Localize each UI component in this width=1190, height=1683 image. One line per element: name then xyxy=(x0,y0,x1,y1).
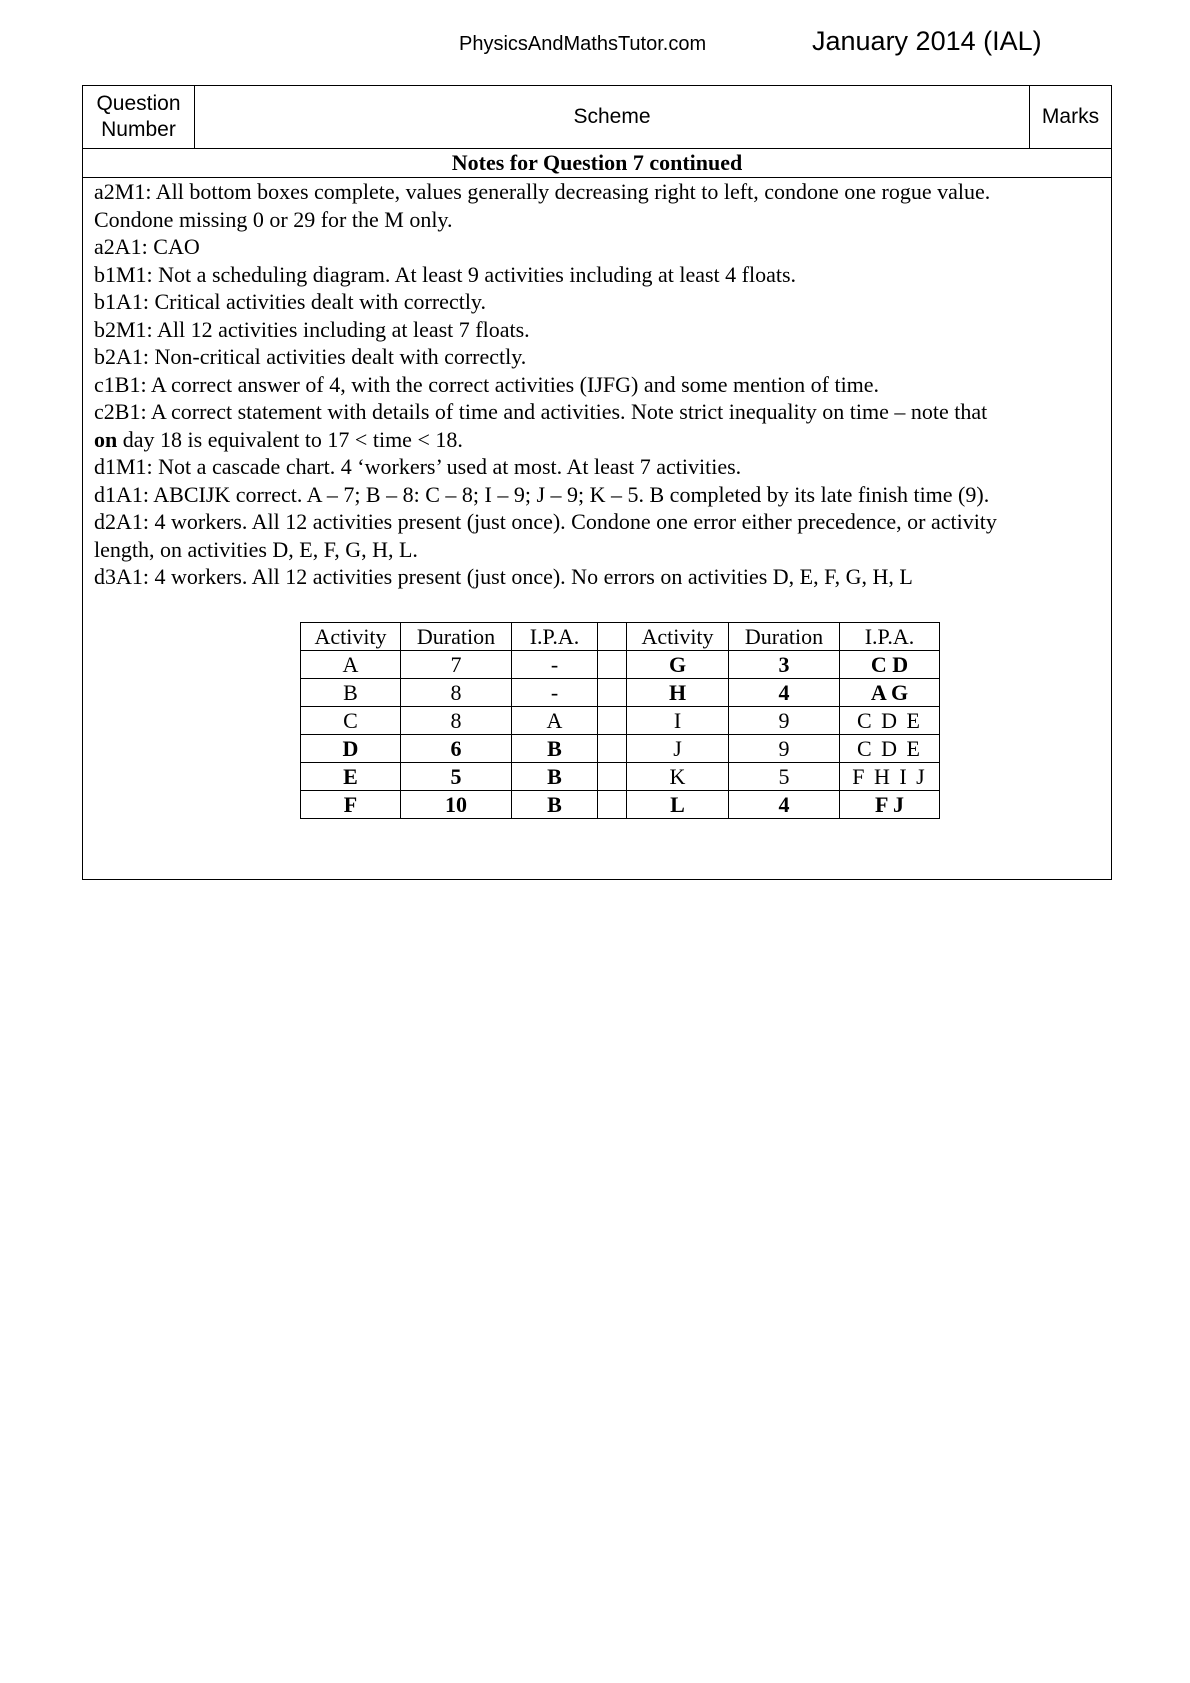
table-row xyxy=(301,707,940,735)
table-spacer-cell xyxy=(598,735,627,763)
marks-header: Marks xyxy=(1029,86,1111,148)
table-header-cell: Activity xyxy=(301,623,401,651)
note-line: d1M1: Not a cascade chart. 4 ‘workers’ used at most. At least 7 activities. xyxy=(94,454,742,479)
scheme-header: Scheme xyxy=(573,105,651,128)
mark-scheme-frame xyxy=(82,85,1112,880)
note-line-rest: day 18 is equivalent to 17 < time < 18. xyxy=(117,426,463,452)
exam-date: January 2014 (IAL) xyxy=(812,26,1042,56)
note-line: d3A1: 4 workers. All 12 activities present (just once). No errors on activities D, E, F, G, H, L xyxy=(94,564,913,589)
table-cell: B xyxy=(512,763,598,791)
table-header-cell: I.P.A. xyxy=(840,623,940,651)
table-cell: 9 xyxy=(729,735,840,763)
notes-title: Notes for Question 7 continued xyxy=(83,148,1111,178)
note-line: a2A1: CAO xyxy=(94,234,200,259)
table-cell: C D E xyxy=(840,735,940,763)
question-number-header xyxy=(83,86,195,148)
table-cell: 5 xyxy=(729,763,840,791)
table-cell: C D xyxy=(840,651,940,679)
table-header-cell: Duration xyxy=(729,623,840,651)
table-row xyxy=(301,735,940,763)
table-row xyxy=(301,763,940,791)
table-spacer-cell xyxy=(598,651,627,679)
table-cell: - xyxy=(512,651,598,679)
table-cell: H xyxy=(627,679,729,707)
table-header-row xyxy=(301,623,940,651)
table-cell: - xyxy=(512,679,598,707)
table-cell: 4 xyxy=(729,679,840,707)
question-header-line1: Question xyxy=(96,92,181,115)
table-spacer-cell xyxy=(598,679,627,707)
note-line: b2M1: All 12 activities including at least 7 floats. xyxy=(94,316,530,342)
table-cell: I xyxy=(627,707,729,735)
table-row xyxy=(301,679,940,707)
table-cell: D xyxy=(301,735,401,763)
table-cell: F J xyxy=(840,791,940,819)
table-cell: G xyxy=(627,651,729,679)
table-cell: B xyxy=(512,735,598,763)
table-cell: C D E xyxy=(840,707,940,735)
table-cell: C xyxy=(301,707,401,735)
table-cell: 5 xyxy=(401,763,512,791)
table-cell: 8 xyxy=(401,679,512,707)
table-cell: A G xyxy=(840,679,940,707)
table-cell: B xyxy=(512,791,598,819)
table-cell: 4 xyxy=(729,791,840,819)
note-line xyxy=(94,426,1104,454)
note-line: b2A1: Non-critical activities dealt with correctly. xyxy=(94,344,527,369)
table-cell: B xyxy=(301,679,401,707)
notes-body xyxy=(94,178,1104,591)
table-cell: 8 xyxy=(401,707,512,735)
note-line: c1B1: A correct answer of 4, with the correct activities (IJFG) and some mention of time. xyxy=(94,371,880,397)
table-header-cell: Activity xyxy=(627,623,729,651)
table-cell: F H I J xyxy=(840,763,940,791)
table-cell: 6 xyxy=(401,735,512,763)
table-cell: F xyxy=(301,791,401,819)
note-line: d1A1: ABCIJK correct. A – 7; B – 8: C – 8; I – 9; J – 9; K – 5. B completed by its late finish time (9). xyxy=(94,481,990,507)
note-line: Condone missing 0 or 29 for the M only. xyxy=(94,206,453,232)
table-header-cell: I.P.A. xyxy=(512,623,598,651)
note-line: b1M1: Not a scheduling diagram. At least 9 activities including at least 4 floats. xyxy=(94,261,797,287)
table-cell: 9 xyxy=(729,707,840,735)
table-cell: K xyxy=(627,763,729,791)
table-spacer-cell xyxy=(598,763,627,791)
table-row xyxy=(301,651,940,679)
table-cell: E xyxy=(301,763,401,791)
question-header-line2: Number xyxy=(101,118,176,141)
table-cell: L xyxy=(627,791,729,819)
column-header-row xyxy=(83,86,1111,149)
note-line: a2M1: All bottom boxes complete, values generally decreasing right to left, condone one rogue value. xyxy=(94,179,991,204)
table-spacer-cell xyxy=(598,623,627,651)
table-cell: J xyxy=(627,735,729,763)
activity-table xyxy=(300,622,940,819)
table-spacer-cell xyxy=(598,707,627,735)
note-line: b1A1: Critical activities dealt with correctly. xyxy=(94,289,487,314)
note-line: length, on activities D, E, F, G, H, L. xyxy=(94,536,418,562)
note-line: d2A1: 4 workers. All 12 activities present (just once). Condone one error either precedence, or activity xyxy=(94,509,997,534)
table-cell: 10 xyxy=(401,791,512,819)
table-cell: 7 xyxy=(401,651,512,679)
site-name: PhysicsAndMathsTutor.com xyxy=(459,33,707,55)
table-cell: 3 xyxy=(729,651,840,679)
table-cell: A xyxy=(301,651,401,679)
note-emphasis: on xyxy=(94,426,118,452)
table-header-cell: Duration xyxy=(401,623,512,651)
table-row xyxy=(301,791,940,819)
table-spacer-cell xyxy=(598,791,627,819)
note-line: c2B1: A correct statement with details of time and activities. Note strict inequality on time – note that xyxy=(94,399,988,424)
table-cell: A xyxy=(512,707,598,735)
